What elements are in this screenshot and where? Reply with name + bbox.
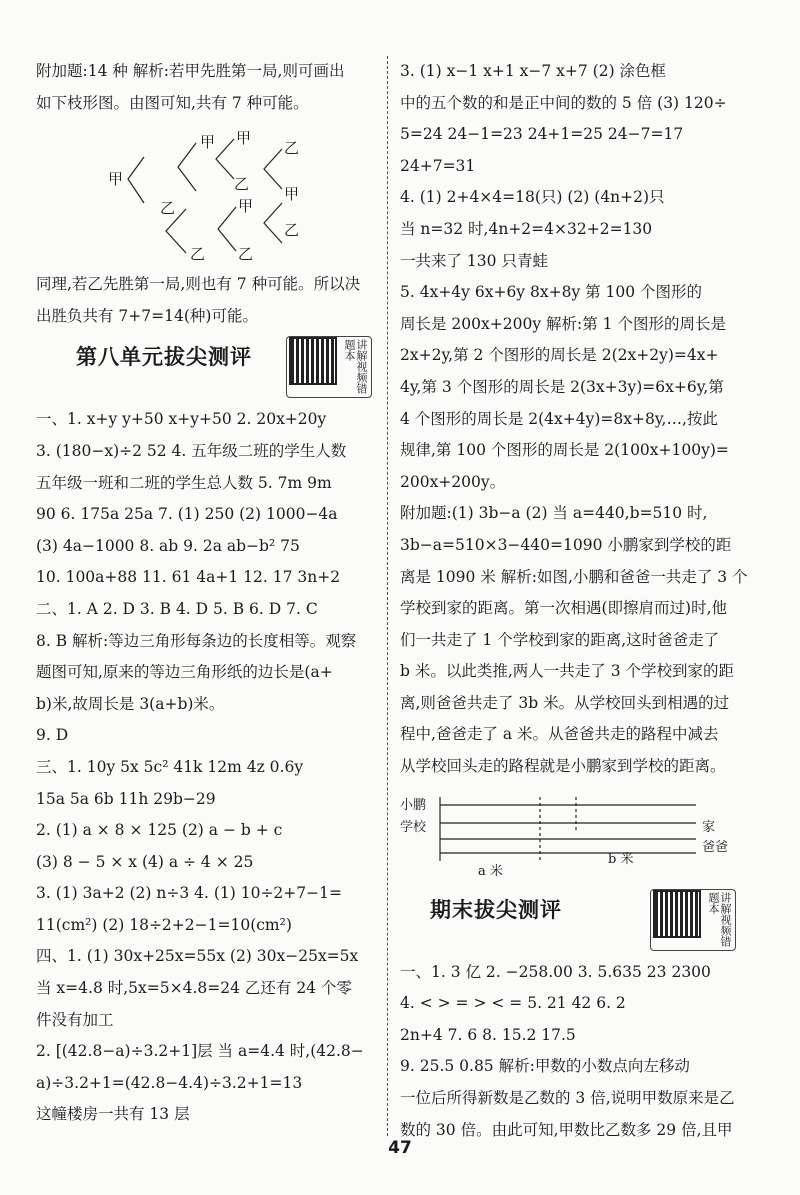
text-line: 当 n=32 时,4n+2=4×32+2=130 bbox=[400, 219, 653, 238]
text-line: 件没有加工 bbox=[36, 1010, 114, 1029]
text-line: 4y,第 3 个图形的周长是 2(3x+3y)=6x+6y,第 bbox=[400, 377, 724, 396]
column-divider bbox=[387, 56, 388, 1136]
tree-node: 甲 bbox=[238, 197, 254, 216]
text-line: 9. D bbox=[36, 726, 69, 745]
text-line: 3. (1) 3a+2 (2) n÷3 4. (1) 10÷2+7−1= bbox=[36, 884, 342, 903]
tree-node: 乙 bbox=[284, 221, 300, 240]
text-line: 二、1. A 2. D 3. B 4. D 5. B 6. D 7. C bbox=[36, 599, 318, 618]
text-line: 中的五个数的和是正中间的数的 5 倍 (3) 120÷ bbox=[400, 93, 727, 112]
text-line: 一、1. 3 亿 2. −258.00 3. 5.635 23 2300 bbox=[400, 962, 711, 981]
text-line: 8. B 解析:等边三角形每条边的长度相等。观察 bbox=[36, 631, 357, 650]
text-line: 2. (1) a × 8 × 125 (2) a − b + c bbox=[36, 821, 283, 840]
text-line: 2. [(42.8−a)÷3.2+1]层 当 a=4.4 时,(42.8− bbox=[36, 1042, 364, 1061]
text-line: 15a 5a 6b 11h 29b−29 bbox=[36, 789, 216, 808]
text-line: 一位后所得新数是乙数的 3 倍,说明甲数原来是乙 bbox=[400, 1089, 735, 1108]
text-line: 们一共走了 1 个学校到家的距离,这时爸爸走了 bbox=[400, 630, 720, 649]
distance-diagram-svg bbox=[400, 791, 745, 881]
text-line: 24+7=31 bbox=[400, 156, 476, 175]
qr-code-icon bbox=[289, 337, 337, 385]
tree-diagram bbox=[36, 119, 376, 269]
text-line: 当 x=4.8 时,5x=5×4.8=24 乙还有 24 个零 bbox=[36, 979, 352, 998]
text-line: 9. 25.5 0.85 解析:甲数的小数点向左移动 bbox=[400, 1057, 690, 1076]
section-header bbox=[36, 336, 376, 400]
section-title: 第八单元拔尖测评 bbox=[76, 345, 252, 370]
text-line: 4 个图形的周长是 2(4x+4y)=8x+8y,…,按此 bbox=[400, 409, 718, 428]
label-dad: 爸爸 bbox=[702, 839, 729, 855]
text-line: a)÷3.2+1=(42.8−4.4)÷3.2+1=13 bbox=[36, 1073, 303, 1092]
section-header bbox=[400, 889, 745, 953]
text-line: 200x+200y。 bbox=[400, 472, 506, 491]
tree-node: 甲 bbox=[284, 185, 300, 204]
text-line: 2n+4 7. 6 8. 15.2 17.5 bbox=[400, 1025, 576, 1044]
text-line: 一共来了 130 只青蛙 bbox=[400, 251, 548, 270]
tree-node: 乙 bbox=[234, 175, 250, 194]
text-line: 数的 30 倍。由此可知,甲数比乙数多 29 倍,且甲 bbox=[400, 1120, 733, 1139]
text-line: 四、1. (1) 30x+25x=55x (2) 30x−25x=5x bbox=[36, 947, 359, 966]
text-line: 4. < > = > < = 5. 21 42 6. 2 bbox=[400, 994, 626, 1013]
text-line: 5. 4x+4y 6x+6y 8x+8y 第 100 个图形的 bbox=[400, 283, 703, 302]
text-line: 如下枝形图。由图可知,共有 7 种可能。 bbox=[36, 93, 309, 112]
distance-diagram bbox=[400, 791, 745, 881]
answer-block bbox=[36, 404, 376, 1131]
qr-label: 讲解视频错题本 bbox=[343, 339, 368, 395]
text-line: 3b−a=510×3−440=1090 小鹏家到学校的距 bbox=[400, 535, 732, 554]
page-number: 47 bbox=[388, 1138, 412, 1158]
tree-node: 甲 bbox=[108, 170, 124, 189]
qr-code-icon bbox=[653, 890, 701, 938]
tree-node: 乙 bbox=[238, 245, 254, 264]
qr-label: 讲解视频错题本 bbox=[707, 891, 732, 947]
section-title: 期末拔尖测评 bbox=[430, 897, 562, 922]
tree-node: 乙 bbox=[284, 139, 300, 158]
text-line: 一、1. x+y y+50 x+y+50 2. 20x+20y bbox=[36, 410, 327, 429]
text-line: 11(cm²) (2) 18÷2+2−1=10(cm²) bbox=[36, 915, 292, 934]
right-column bbox=[400, 56, 748, 1146]
text-line: 10. 100a+88 11. 61 4a+1 12. 17 3n+2 bbox=[36, 568, 341, 587]
text-line: 规律,第 100 个图形的周长是 2(100x+100y)= bbox=[400, 441, 729, 460]
text-line: 2x+2y,第 2 个图形的周长是 2(2x+2y)=4x+ bbox=[400, 346, 719, 365]
tree-diagram-svg bbox=[36, 119, 376, 269]
text-line: (3) 4a−1000 8. ab 9. 2a ab−b² 75 bbox=[36, 536, 300, 555]
tree-node: 甲 bbox=[200, 133, 216, 152]
text-line: b)米,故周长是 3(a+b)米。 bbox=[36, 694, 225, 713]
label-home: 家 bbox=[702, 819, 716, 835]
tree-node: 甲 bbox=[236, 129, 252, 148]
text-line: (3) 8 − 5 × x (4) a ÷ 4 × 25 bbox=[36, 852, 254, 871]
text-line: 3. (180−x)÷2 52 4. 五年级二班的学生人数 bbox=[36, 441, 347, 460]
text-line: 从学校回头走的路程就是小鹏家到学校的距离。 bbox=[400, 757, 726, 776]
text-line: 这幢楼房一共有 13 层 bbox=[36, 1105, 190, 1124]
tree-node: 乙 bbox=[160, 199, 176, 218]
qr-code-box[interactable] bbox=[650, 889, 736, 951]
text-line: 4. (1) 2+4×4=18(只) (2) (4n+2)只 bbox=[400, 188, 665, 207]
label-b-meters: b 米 bbox=[608, 851, 634, 867]
text-line: 附加题:14 种 解析:若甲先胜第一局,则可画出 bbox=[36, 62, 345, 80]
left-column bbox=[36, 56, 376, 1131]
text-line: 离,则爸爸共走了 3b 米。从学校回头到相遇的过 bbox=[400, 693, 730, 712]
text-line: 5=24 24−1=23 24+1=25 24−7=17 bbox=[400, 125, 684, 144]
label-a-meters: a 米 bbox=[478, 863, 503, 879]
qr-code-box[interactable] bbox=[286, 336, 372, 398]
text-line: 90 6. 175a 25a 7. (1) 250 (2) 1000−4a bbox=[36, 505, 338, 524]
text-line: 题图可知,原来的等边三角形纸的边长是(a+ bbox=[36, 663, 333, 682]
label-xiaopeng: 小鹏 bbox=[400, 797, 427, 813]
text-line: 出胜负共有 7+7=14(种)可能。 bbox=[36, 306, 258, 325]
tree-node: 乙 bbox=[190, 245, 206, 264]
text-line: 三、1. 10y 5x 5c² 41k 12m 4z 0.6y bbox=[36, 757, 304, 776]
text-line: 附加题:(1) 3b−a (2) 当 a=440,b=510 时, bbox=[400, 504, 708, 523]
text-line: 学校到家的距离。第一次相遇(即擦肩而过)时,他 bbox=[400, 599, 728, 618]
text-line: 周长是 200x+200y 解析:第 1 个图形的周长是 bbox=[400, 314, 726, 333]
text-line: 五年级一班和二班的学生总人数 5. 7m 9m bbox=[36, 473, 332, 492]
text-line: b 米。以此类推,两人一共走了 3 个学校到家的距 bbox=[400, 662, 734, 681]
text-line: 同理,若乙先胜第一局,则也有 7 种可能。所以决 bbox=[36, 275, 361, 294]
text-line: 3. (1) x−1 x+1 x−7 x+7 (2) 涂色框 bbox=[400, 62, 667, 80]
text-line: 程中,爸爸走了 a 米。从爸爸共走的路程中减去 bbox=[400, 725, 719, 744]
text-line: 离是 1090 米 解析:如图,小鹏和爸爸一共走了 3 个 bbox=[400, 567, 748, 586]
label-school: 学校 bbox=[400, 819, 427, 835]
